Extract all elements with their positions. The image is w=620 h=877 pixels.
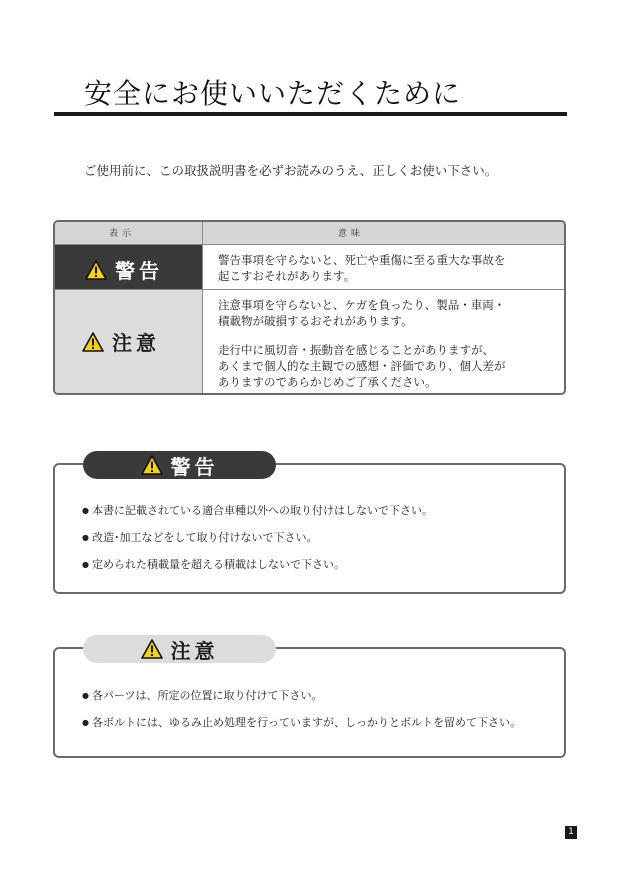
caution-badge-label: 注意 xyxy=(170,638,219,663)
warning-box xyxy=(53,454,566,594)
page-title: 安全にお使いいただくために xyxy=(84,77,462,110)
list-item: ● 各パーツは、所定の位置に取り付けて下さい。 xyxy=(82,687,521,714)
title-underline xyxy=(54,112,567,116)
legend-caution-cell xyxy=(55,290,202,395)
warning-badge xyxy=(83,451,276,479)
legend-caution-label: 注意 xyxy=(112,331,160,355)
caution-badge xyxy=(83,635,276,663)
warning-triangle-icon xyxy=(141,639,163,659)
warning-triangle-icon xyxy=(141,455,163,475)
page-number: 1 xyxy=(565,826,577,839)
text-line: あくまで個人的な主観での感想・評価であり、個人差が xyxy=(218,359,506,373)
list-item: ● 本書に記載されている適合車種以外への取り付けはしないで下さい。 xyxy=(82,502,433,529)
list-item: ● 各ボルトには、ゆるみ止め処理を行っていますが、しっかりとボルトを留めて下さい。 xyxy=(82,714,521,741)
legend-header xyxy=(55,222,564,245)
legend-caution-description xyxy=(218,297,505,329)
list-item: ● 改造･加工などをして取り付けないで下さい。 xyxy=(82,529,433,556)
caution-list xyxy=(82,687,521,741)
text-line: 注意事項を守らないと、ケガを負ったり、製品・車両・ xyxy=(218,298,506,312)
text-line: 積載物が破損するおそれがあります。 xyxy=(218,314,413,328)
text-line: 警告事項を守らないと、死亡や重傷に至る重大な事故を xyxy=(218,253,506,267)
legend-caution-note xyxy=(218,342,506,390)
text-line: 起こすおそれがあります。 xyxy=(218,269,356,283)
intro-text: ご使用前に、この取扱説明書を必ずお読みのうえ、正しくお使い下さい。 xyxy=(84,163,498,178)
list-item: ● 定められた積載量を超える積載はしないで下さい。 xyxy=(82,556,433,583)
caution-box xyxy=(53,638,566,758)
legend-warning-label: 警告 xyxy=(115,259,163,283)
text-line: 走行中に風切音・振動音を感じることがありますが、 xyxy=(218,343,494,357)
warning-list xyxy=(82,502,433,583)
legend-divider xyxy=(202,222,203,393)
legend-header-symbol: 表示 xyxy=(109,229,136,239)
legend-row-divider xyxy=(55,289,564,290)
legend-warning-description xyxy=(218,252,506,284)
warning-triangle-icon xyxy=(82,332,104,352)
text-line: ありますのであらかじめご了承ください。 xyxy=(218,375,437,389)
legend-header-meaning: 意味 xyxy=(338,229,365,239)
warning-triangle-icon xyxy=(85,260,107,280)
warning-badge-label: 警告 xyxy=(170,454,219,479)
legend-table xyxy=(53,220,566,395)
legend-warning-cell xyxy=(55,245,202,289)
